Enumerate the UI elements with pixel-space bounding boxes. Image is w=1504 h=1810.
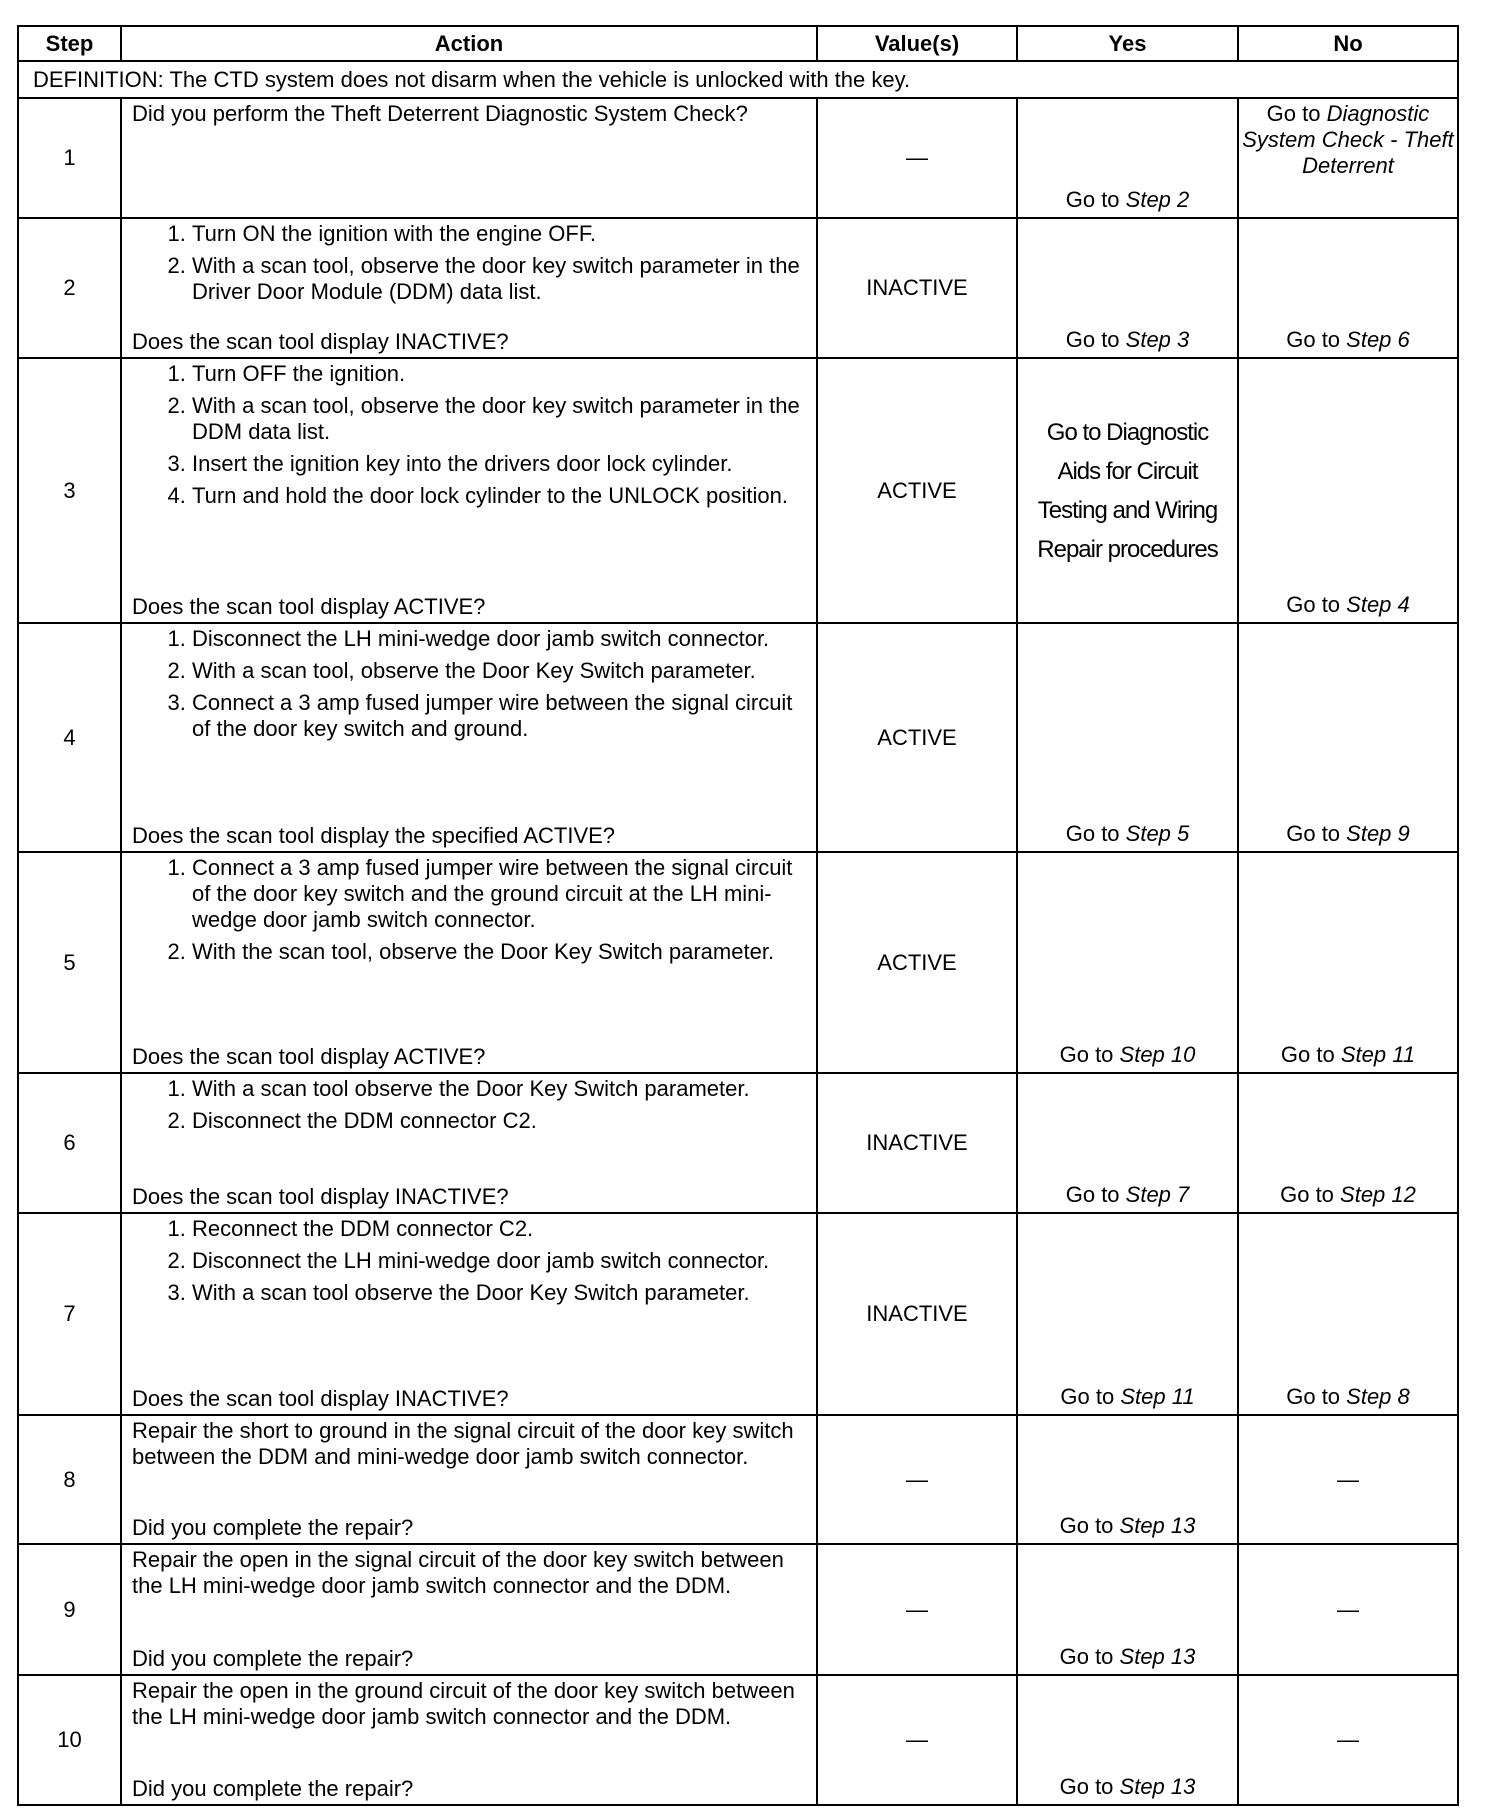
yes-prefix: Go to [1060,1384,1121,1409]
yes-prefix: Go to [1059,1042,1120,1067]
action-content [122,1676,816,1804]
action-content [122,359,816,622]
action-step-item: 1. Turn ON the ignition with the engine OFF. [192,221,808,247]
action-question: Does the scan tool display INACTIVE? [132,1386,509,1411]
no-cell [1238,852,1458,1073]
no-cell [1238,1073,1458,1213]
no-cell [1238,623,1458,852]
action-step-item: 1. Turn OFF the ignition. [192,361,808,387]
value-cell: ACTIVE [817,358,1017,623]
action-content [122,624,816,851]
no-cell: — [1238,1675,1458,1805]
no-cell [1238,218,1458,358]
action-step-item: 4. Turn and hold the door lock cylinder to the UNLOCK position. [192,483,808,509]
action-cell [121,1675,817,1805]
step-number: 4 [18,623,121,852]
yes-prefix: Go to [1065,327,1126,352]
no-cell [1238,1213,1458,1415]
action-content [122,1416,816,1543]
no-prefix: Go to [1286,327,1347,352]
value-cell: — [817,1675,1017,1805]
yes-step-link[interactable]: Step 13 [1119,1513,1196,1538]
step-number: 5 [18,852,121,1073]
yes-prefix: Go to [1059,1644,1120,1669]
yes-text-line: Go to Diagnostic [1046,418,1209,446]
no-prefix: Go to [1280,1182,1341,1207]
action-content [122,1545,816,1674]
step-number: 3 [18,358,121,623]
yes-step-link[interactable]: Step 3 [1125,327,1190,352]
no-prefix: Go to [1286,592,1347,617]
no-step-link[interactable]: Step 6 [1346,327,1410,352]
yes-cell [1017,623,1238,852]
action-steps [132,626,808,742]
yes-cell [1017,1544,1238,1675]
action-cell [121,1415,817,1544]
action-step-item: 1. With a scan tool observe the Door Key Switch parameter. [192,1076,808,1102]
action-step-item: 2. With a scan tool, observe the Door Key Switch parameter. [192,658,808,684]
yes-step-link[interactable]: Step 5 [1125,821,1190,846]
value-cell: — [817,98,1017,218]
action-cell [121,1213,817,1415]
yes-step-link[interactable]: Step 2 [1125,187,1190,212]
yes-step-link[interactable]: Step 11 [1120,1384,1195,1409]
step-number: 10 [18,1675,121,1805]
step-row [18,1675,1458,1805]
step-number: 9 [18,1544,121,1675]
action-question: Did you complete the repair? [132,1515,414,1540]
no-cell [1238,358,1458,623]
yes-step-link[interactable]: Step 10 [1119,1042,1196,1067]
header-step: Step [18,26,121,61]
action-step-item: 1. Disconnect the LH mini-wedge door jamb switch connector. [192,626,808,652]
action-step-item: 1. Connect a 3 amp fused jumper wire between the signal circuit of the door key switch and the ground circuit at the LH mini-wedge door jamb switch connector. [192,855,808,933]
yes-step-link[interactable]: Step 13 [1119,1644,1196,1669]
action-question: Does the scan tool display the specified ACTIVE? [132,823,616,848]
value-cell: ACTIVE [817,623,1017,852]
yes-text-line: Aids for Circuit [1057,457,1198,485]
no-step-link[interactable]: Step 9 [1346,821,1410,846]
yes-cell [1017,218,1238,358]
header-no: No [1238,26,1458,61]
action-steps [132,1216,808,1306]
action-cell [121,623,817,852]
no-step-link[interactable]: Step 4 [1346,592,1410,617]
header-row [18,26,1458,61]
yes-cell [1017,1213,1238,1415]
no-prefix: Go to [1280,1042,1341,1067]
yes-prefix: Go to [1065,1182,1126,1207]
yes-cell [1017,358,1238,623]
action-steps [132,855,808,965]
value-cell: INACTIVE [817,1213,1017,1415]
step-row [18,98,1458,218]
action-text: Repair the open in the ground circuit of the door key switch between the LH mini-wedge door jamb switch connector and the DDM. [132,1678,795,1729]
value-cell: — [817,1544,1017,1675]
step-row [18,1073,1458,1213]
yes-cell [1017,1415,1238,1544]
no-step-link[interactable]: Step 8 [1346,1384,1410,1409]
action-question: Does the scan tool display INACTIVE? [132,1184,509,1209]
action-steps [132,1076,808,1134]
yes-cell [1017,1675,1238,1805]
action-question: Did you complete the repair? [132,1776,414,1801]
yes-cell [1017,98,1238,218]
action-step-item: 2. With the scan tool, observe the Door Key Switch parameter. [192,939,808,965]
step-row [18,1213,1458,1415]
yes-cell [1017,1073,1238,1213]
action-question: Does the scan tool display INACTIVE? [132,329,509,354]
diagnostic-table [17,25,1459,1806]
no-prefix: Go to [1266,101,1327,126]
no-link[interactable]: Diagnostic System Check - Theft Deterrent [1242,101,1454,178]
value-cell: INACTIVE [817,218,1017,358]
action-step-item: 2. With a scan tool, observe the door key switch parameter in the Driver Door Module (DDM) data list. [192,253,808,305]
action-question: Does the scan tool display ACTIVE? [132,1044,486,1069]
yes-prefix: Go to [1059,1774,1120,1799]
action-step-item: 2. Disconnect the LH mini-wedge door jamb switch connector. [192,1248,808,1274]
value-cell: — [817,1415,1017,1544]
action-step-item: 2. Disconnect the DDM connector C2. [192,1108,808,1134]
action-step-item: 3. Insert the ignition key into the drivers door lock cylinder. [192,451,808,477]
action-step-item: 3. With a scan tool observe the Door Key Switch parameter. [192,1280,808,1306]
step-number: 1 [18,98,121,218]
step-row [18,623,1458,852]
action-steps [132,361,808,509]
definition-text: DEFINITION: The CTD system does not disarm when the vehicle is unlocked with the key. [18,61,1458,98]
action-text: Repair the short to ground in the signal circuit of the door key switch between the DDM and mini-wedge door jamb switch connector. [132,1418,794,1469]
action-content [122,1214,816,1414]
no-cell: — [1238,1544,1458,1675]
action-question: Does the scan tool display ACTIVE? [132,594,486,619]
action-content [122,99,816,217]
yes-text-line: Testing and Wiring [1037,496,1218,524]
action-content [122,219,816,357]
step-row [18,852,1458,1073]
no-cell: — [1238,1415,1458,1544]
no-prefix: Go to [1286,821,1347,846]
action-question: Did you complete the repair? [132,1646,414,1671]
yes-step-link[interactable]: Step 13 [1119,1774,1196,1799]
step-number: 2 [18,218,121,358]
action-step-item: 2. With a scan tool, observe the door key switch parameter in the DDM data list. [192,393,808,445]
no-prefix: Go to [1286,1384,1347,1409]
step-number: 8 [18,1415,121,1544]
action-step-item: 1. Reconnect the DDM connector C2. [192,1216,808,1242]
action-content [122,853,816,1072]
no-step-link[interactable]: Step 11 [1340,1042,1416,1067]
action-text: Repair the open in the signal circuit of the door key switch between the LH mini-wedge door jamb switch connector and the DDM. [132,1547,784,1598]
yes-step-link[interactable]: Step 7 [1125,1182,1190,1207]
step-row [18,1415,1458,1544]
step-row [18,218,1458,358]
step-row [18,1544,1458,1675]
action-cell [121,98,817,218]
action-text: Did you perform the Theft Deterrent Diagnostic System Check? [132,101,748,126]
action-cell [121,1544,817,1675]
yes-prefix: Go to [1065,821,1126,846]
value-cell: ACTIVE [817,852,1017,1073]
yes-prefix: Go to [1059,1513,1120,1538]
no-cell [1238,98,1458,218]
value-cell: INACTIVE [817,1073,1017,1213]
action-cell [121,1073,817,1213]
step-number: 6 [18,1073,121,1213]
yes-cell [1017,852,1238,1073]
step-row [18,358,1458,623]
header-yes: Yes [1017,26,1238,61]
yes-text-line: Repair procedures [1037,535,1218,563]
header-values: Value(s) [817,26,1017,61]
action-cell [121,358,817,623]
action-cell [121,852,817,1073]
action-steps [132,221,808,305]
step-number: 7 [18,1213,121,1415]
no-step-link[interactable]: Step 12 [1340,1182,1416,1207]
action-step-item: 3. Connect a 3 amp fused jumper wire between the signal circuit of the door key switch and ground. [192,690,808,742]
header-action: Action [121,26,817,61]
yes-prefix: Go to [1065,187,1126,212]
definition-row [18,61,1458,98]
action-cell [121,218,817,358]
action-content [122,1074,816,1212]
